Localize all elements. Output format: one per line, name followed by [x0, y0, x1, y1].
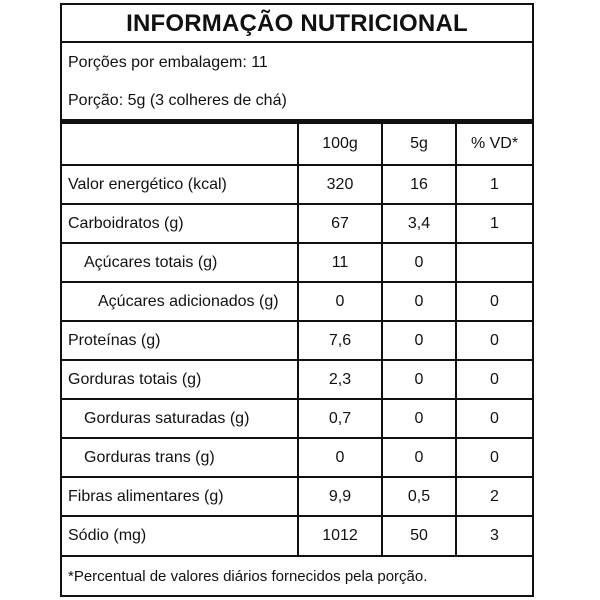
nutrition-facts-label — [60, 3, 534, 597]
nutrient-name: Sódio (mg) — [62, 516, 298, 555]
value-5g: 0 — [382, 321, 456, 360]
value-100g: 0 — [298, 438, 382, 477]
value-100g: 0 — [298, 282, 382, 321]
value-vd: 1 — [456, 204, 532, 243]
value-vd: 0 — [456, 321, 532, 360]
table-header-row — [62, 124, 532, 165]
value-100g: 0,7 — [298, 399, 382, 438]
value-100g: 9,9 — [298, 477, 382, 516]
table-row — [62, 204, 532, 243]
nutrient-name: Gorduras trans (g) — [62, 438, 298, 477]
table-row — [62, 165, 532, 204]
serving-size: Porção: 5g (3 colheres de chá) — [68, 92, 287, 109]
value-vd: 1 — [456, 165, 532, 204]
nutrition-table — [62, 124, 532, 555]
value-vd: 3 — [456, 516, 532, 555]
label-title: INFORMAÇÃO NUTRICIONAL — [62, 5, 532, 43]
value-100g: 7,6 — [298, 321, 382, 360]
header-empty-cell — [62, 124, 298, 165]
nutrient-name: Gorduras totais (g) — [62, 360, 298, 399]
nutrient-name: Açúcares totais (g) — [62, 243, 298, 282]
table-row — [62, 321, 532, 360]
nutrient-name: Valor energético (kcal) — [62, 165, 298, 204]
value-vd: 0 — [456, 438, 532, 477]
nutrient-name: Fibras alimentares (g) — [62, 477, 298, 516]
value-5g: 0 — [382, 243, 456, 282]
value-vd: 2 — [456, 477, 532, 516]
table-row — [62, 360, 532, 399]
value-100g: 320 — [298, 165, 382, 204]
nutrient-name: Proteínas (g) — [62, 321, 298, 360]
value-100g: 67 — [298, 204, 382, 243]
value-5g: 0,5 — [382, 477, 456, 516]
table-row — [62, 399, 532, 438]
value-vd: 0 — [456, 282, 532, 321]
value-5g: 0 — [382, 399, 456, 438]
column-header-vd: % VD* — [456, 124, 532, 165]
table-row — [62, 282, 532, 321]
value-vd: 0 — [456, 360, 532, 399]
nutrient-name: Gorduras saturadas (g) — [62, 399, 298, 438]
nutrient-name: Açúcares adicionados (g) — [62, 282, 298, 321]
servings-per-package: Porções por embalagem: 11 — [68, 54, 268, 71]
value-5g: 50 — [382, 516, 456, 555]
column-header-5g: 5g — [382, 124, 456, 165]
footnote: *Percentual de valores diários fornecidos pela porção. — [62, 555, 532, 595]
value-5g: 16 — [382, 165, 456, 204]
column-header-100g: 100g — [298, 124, 382, 165]
value-100g: 11 — [298, 243, 382, 282]
value-vd — [456, 243, 532, 282]
value-5g: 3,4 — [382, 204, 456, 243]
value-5g: 0 — [382, 438, 456, 477]
value-vd: 0 — [456, 399, 532, 438]
value-5g: 0 — [382, 282, 456, 321]
table-row — [62, 516, 532, 555]
value-5g: 0 — [382, 360, 456, 399]
nutrient-name: Carboidratos (g) — [62, 204, 298, 243]
table-row — [62, 243, 532, 282]
table-row — [62, 477, 532, 516]
table-row — [62, 438, 532, 477]
value-100g: 1012 — [298, 516, 382, 555]
value-100g: 2,3 — [298, 360, 382, 399]
